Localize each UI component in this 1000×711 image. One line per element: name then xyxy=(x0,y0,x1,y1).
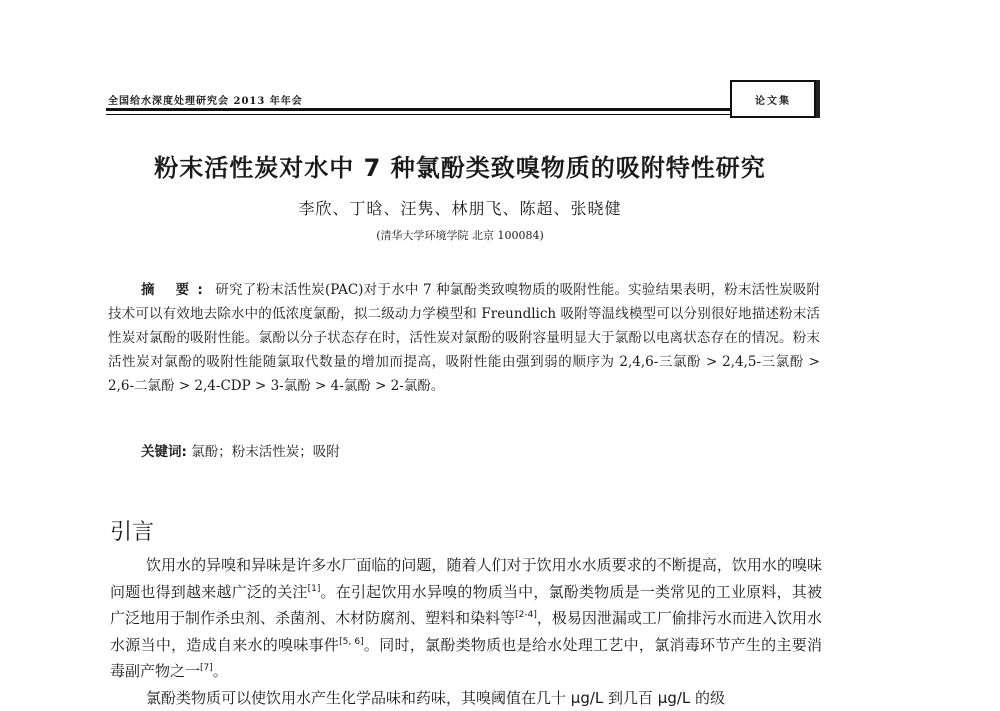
section-heading-intro: 引言 xyxy=(110,515,154,546)
abstract-label: 摘 要: xyxy=(141,282,211,298)
abstract-text: 研究了粉末活性炭(PAC)对于水中 7 种氯酚类致嗅物质的吸附性能。实验结果表明，粉末活性炭吸附技术可以有效地去除水中的低浓度氯酚，拟二级动力学模型和 Freundlich 吸附等温线模型可以分别很好地描述粉末活性炭对氯酚的吸附性能。氯酚以分子状态存在时，活性炭对氯酚的吸附容量明显大于氯酚以电离状态存在的情况。粉末活性炭对氯酚的吸附性能随氯取代数量的增加而提高，吸附性能由强到弱的顺序为 2,4,6-三氯酚 > 2,4,5-三氯酚 > 2,6-二氯酚 > 2,4-CDP > 3-氯酚 > 4-氯酚 > 2-氯酚。 xyxy=(108,282,820,394)
keywords-label: 关键词: xyxy=(141,444,187,460)
paper-affiliation: (清华大学环境学院 北京 100084) xyxy=(0,227,920,243)
header-rule xyxy=(106,108,814,115)
conference-header: 全国给水深度处理研究会 2013 年年会 xyxy=(108,92,303,107)
citation: [7] xyxy=(200,663,213,673)
paper-authors: 李欣、丁晗、汪隽、林朋飞、陈超、张晓健 xyxy=(0,196,920,219)
citation: [5, 6] xyxy=(339,637,363,647)
abstract xyxy=(108,278,820,398)
citation: [2-4] xyxy=(515,610,537,620)
intro-body xyxy=(110,552,822,711)
keywords-text: 氯酚；粉末活性炭；吸附 xyxy=(191,444,340,460)
citation: [1] xyxy=(308,584,321,594)
paper-title: 粉末活性炭对水中 7 种氯酚类致嗅物质的吸附特性研究 xyxy=(0,148,920,183)
keywords xyxy=(141,440,821,460)
intro-paragraph: 饮用水的异嗅和异味是许多水厂面临的问题，随着人们对于饮用水水质要求的不断提高，饮用水的嗅味问题也得到越来越广泛的关注[1]。在引起饮用水异嗅的物质当中，氯酚类物质是一类常见的工业原料，其被广泛地用于制作杀虫剂、杀菌剂、木材防腐剂、塑料和染料等[2-4]，极易因泄漏或工厂偷排污水而进入饮用水水源当中，造成自来水的嗅味事件[5, 6]。同时，氯酚类物质也是给水处理工艺中，氯消毒环节产生的主要消毒副产物之一[7]。 xyxy=(110,552,822,685)
intro-paragraph: 氯酚类物质可以使饮用水产生化学品味和药味，其嗅阈值在几十 μg/L 到几百 μg/L 的级 xyxy=(110,685,822,711)
section-label-box: 论文集 xyxy=(730,80,816,118)
